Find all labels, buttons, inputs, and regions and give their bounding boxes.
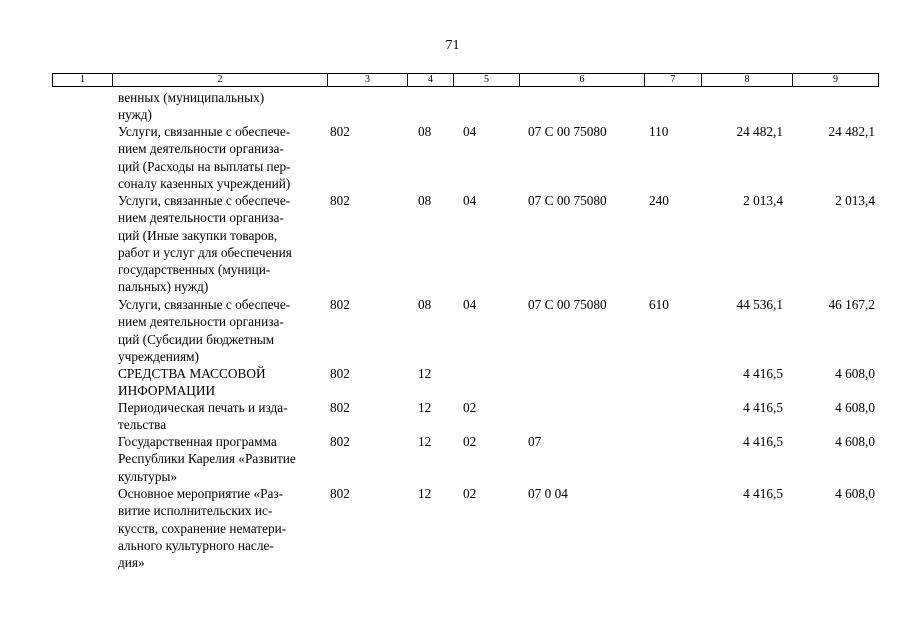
row-name: СРЕДСТВА МАССОВОЙ ИНФОРМАЦИИ	[118, 366, 266, 399]
row-name: Услуги, связанные с обеспече- нием деятельности организа- ций (Субсидии бюджетным учреждениям)	[118, 297, 291, 364]
row-amount-9: 4 608,0	[835, 366, 875, 381]
row-code-4: 08	[418, 297, 432, 312]
row-code-6: 07 С 00 75080	[528, 297, 607, 312]
row-code-4: 08	[418, 193, 432, 208]
row-code-4: 12	[418, 400, 432, 415]
row-code-3: 802	[330, 434, 350, 449]
row-code-7: 240	[649, 193, 669, 208]
row-code-5: 04	[463, 193, 477, 208]
row-code-6: 07	[528, 434, 542, 449]
row-code-4: 12	[418, 434, 432, 449]
header-col-7: 7	[670, 74, 676, 85]
column-number-header	[52, 73, 879, 87]
row-name: Периодическая печать и изда- тельства	[118, 400, 288, 433]
row-amount-8: 44 536,1	[736, 297, 783, 312]
row-code-3: 802	[330, 193, 350, 208]
header-col-8: 8	[744, 74, 750, 85]
header-col-6: 6	[579, 74, 585, 85]
row-code-3: 802	[330, 297, 350, 312]
page-number: 71	[445, 38, 460, 53]
row-code-4: 12	[418, 366, 432, 381]
header-col-1: 1	[80, 74, 85, 85]
row-amount-9: 2 013,4	[835, 193, 875, 208]
row-amount-9: 4 608,0	[835, 400, 875, 415]
row-amount-8: 4 416,5	[743, 434, 783, 449]
row-code-4: 08	[418, 124, 432, 139]
row-name: венных (муниципальных) нужд)	[118, 90, 265, 123]
row-code-3: 802	[330, 400, 350, 415]
header-col-5: 5	[484, 74, 489, 85]
row-amount-8: 4 416,5	[743, 366, 783, 381]
header-col-4: 4	[428, 74, 433, 85]
row-amount-9: 46 167,2	[828, 297, 875, 312]
row-code-3: 802	[330, 366, 350, 381]
row-name: Государственная программа Республики Карелия «Развитие культуры»	[118, 434, 296, 484]
row-code-6: 07 С 00 75080	[528, 193, 607, 208]
row-code-5: 02	[463, 434, 477, 449]
header-col-9: 9	[833, 74, 838, 85]
header-col-3: 3	[365, 74, 370, 85]
row-amount-9: 24 482,1	[828, 124, 875, 139]
row-name: Основное мероприятие «Раз- витие исполнительских ис- кусств, сохранение нематери- ального культурного насле- дия»	[118, 486, 287, 571]
header-col-2: 2	[217, 74, 223, 85]
row-code-6: 07 0 04	[528, 486, 568, 501]
row-code-5: 02	[463, 400, 477, 415]
row-name: Услуги, связанные с обеспече- нием деятельности организа- ций (Расходы на выплаты пер- соналу казенных учреждений)	[118, 124, 291, 191]
row-code-5: 02	[463, 486, 477, 501]
row-amount-8: 4 416,5	[743, 400, 783, 415]
row-amount-9: 4 608,0	[835, 486, 875, 501]
row-amount-9: 4 608,0	[835, 434, 875, 449]
row-code-4: 12	[418, 486, 432, 501]
row-code-7: 110	[649, 124, 669, 139]
row-code-5: 04	[463, 297, 477, 312]
row-code-3: 802	[330, 486, 350, 501]
row-code-5: 04	[463, 124, 477, 139]
row-amount-8: 24 482,1	[736, 124, 783, 139]
row-amount-8: 4 416,5	[743, 486, 783, 501]
row-amount-8: 2 013,4	[743, 193, 783, 208]
row-code-3: 802	[330, 124, 350, 139]
row-code-7: 610	[649, 297, 669, 312]
row-code-6: 07 С 00 75080	[528, 124, 607, 139]
row-name: Услуги, связанные с обеспече- нием деятельности организа- ций (Иные закупки товаров, работ и услуг для обеспечения государственных (муници- пальных) нужд)	[118, 193, 292, 295]
